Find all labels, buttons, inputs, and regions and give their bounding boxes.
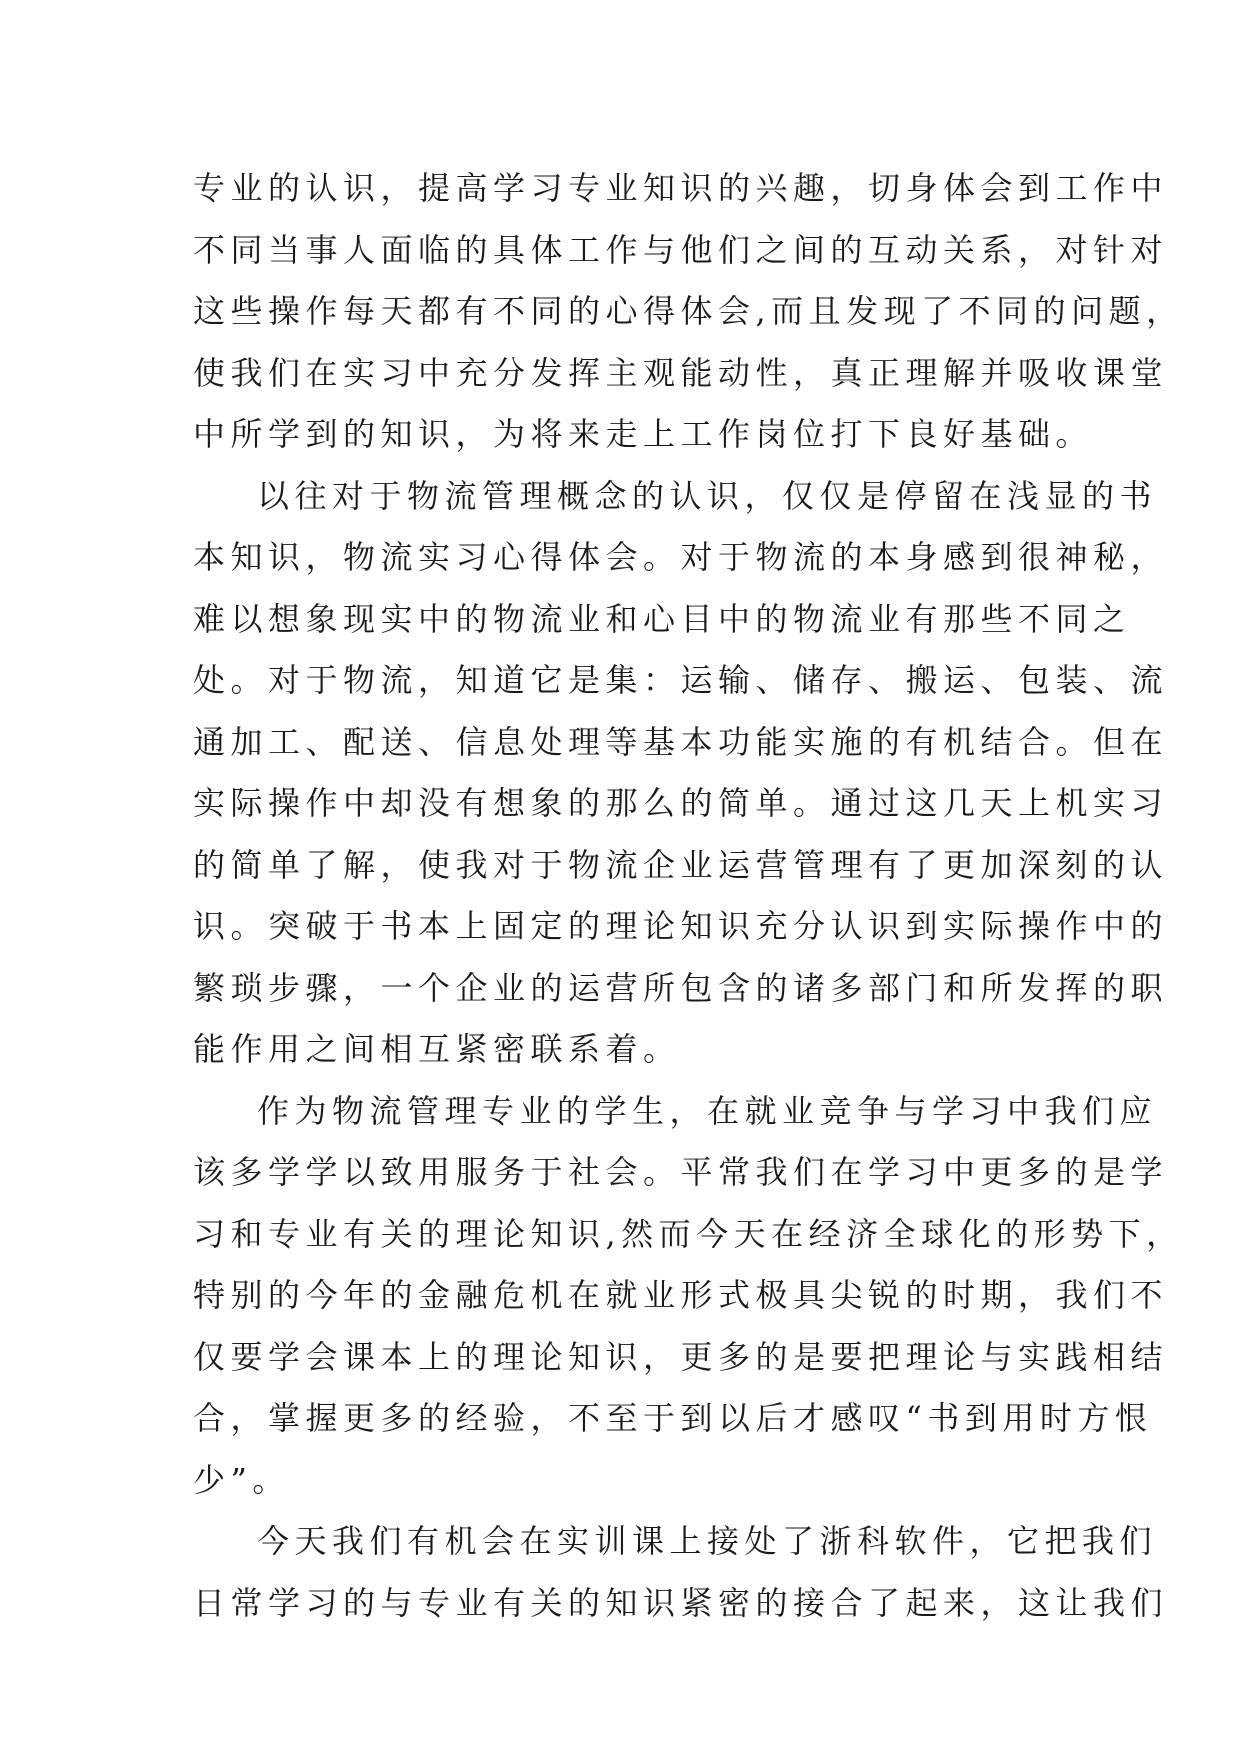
paragraph-2-line-5: 通加工、配送、信息处理等基本功能实施的有机结合。但在: [193, 722, 1169, 761]
paragraph-4-line-1: 今天我们有机会在实训课上接处了浙科软件，它把我们: [257, 1522, 1158, 1560]
paragraph-3-line-1: 作为物流管理专业的学生，在就业竞争与学习中我们应: [257, 1091, 1158, 1130]
paragraph-2-line-2: 本知识，物流实习心得体会。对于物流的本身感到很神秘，: [193, 538, 1169, 576]
paragraph-2-line-3: 难以想象现实中的物流业和心目中的物流业有那些不同之: [193, 599, 1131, 638]
paragraph-1-line-3: 这些操作每天都有不同的心得体会,而且发现了不同的问题，: [193, 292, 1184, 330]
document-body: [193, 158, 1184, 1634]
paragraph-3-line-6: 合，掌握更多的经验，不至于到以后才感叹“书到用时方恨: [193, 1399, 1153, 1437]
paragraph-3-line-3: 习和专业有关的理论知识,然而今天在经济全球化的形势下，: [193, 1214, 1184, 1253]
paragraph-1-line-5: 中所学到的知识，为将来走上工作岗位打下良好基础。: [193, 415, 1094, 453]
paragraph-2-line-4: 处。对于物流，知道它是集：运输、储存、搬运、包装、流: [193, 661, 1169, 699]
paragraph-3-line-5: 仅要学会课本上的理论知识，更多的是要把理论与实践相结: [193, 1337, 1169, 1376]
paragraph-2-line-6: 实际操作中却没有想象的那么的简单。通过这几天上机实习: [193, 784, 1169, 822]
paragraph-2-line-1: 以往对于物流管理概念的认识，仅仅是停留在浅显的书: [257, 476, 1158, 515]
paragraph-2-line-8: 识。突破于书本上固定的理论知识充分认识到实际操作中的: [193, 907, 1169, 945]
paragraph-2-line-7: 的简单了解，使我对于物流企业运营管理有了更加深刻的认: [193, 845, 1169, 884]
paragraph-2-line-10: 能作用之间相互紧密联系着。: [193, 1030, 681, 1068]
paragraph-3-line-2: 该多学学以致用服务于社会。平常我们在学习中更多的是学: [193, 1153, 1169, 1191]
paragraph-2-line-9: 繁琐步骤，一个企业的运营所包含的诸多部门和所发挥的职: [193, 968, 1169, 1007]
paragraph-3-line-4: 特别的今年的金融危机在就业形式极具尖锐的时期，我们不: [193, 1276, 1169, 1314]
paragraph-4-line-2: 日常学习的与专业有关的知识紧密的接合了起来，这让我们: [193, 1583, 1169, 1622]
paragraph-1-line-2: 不同当事人面临的具体工作与他们之间的互动关系，对针对: [193, 230, 1169, 269]
paragraph-1-line-1: 专业的认识，提高学习专业知识的兴趣，切身体会到工作中: [193, 169, 1169, 207]
paragraph-3-line-7: 少”。: [193, 1460, 290, 1499]
paragraph-1-line-4: 使我们在实习中充分发挥主观能动性，真正理解并吸收课堂: [193, 353, 1169, 392]
